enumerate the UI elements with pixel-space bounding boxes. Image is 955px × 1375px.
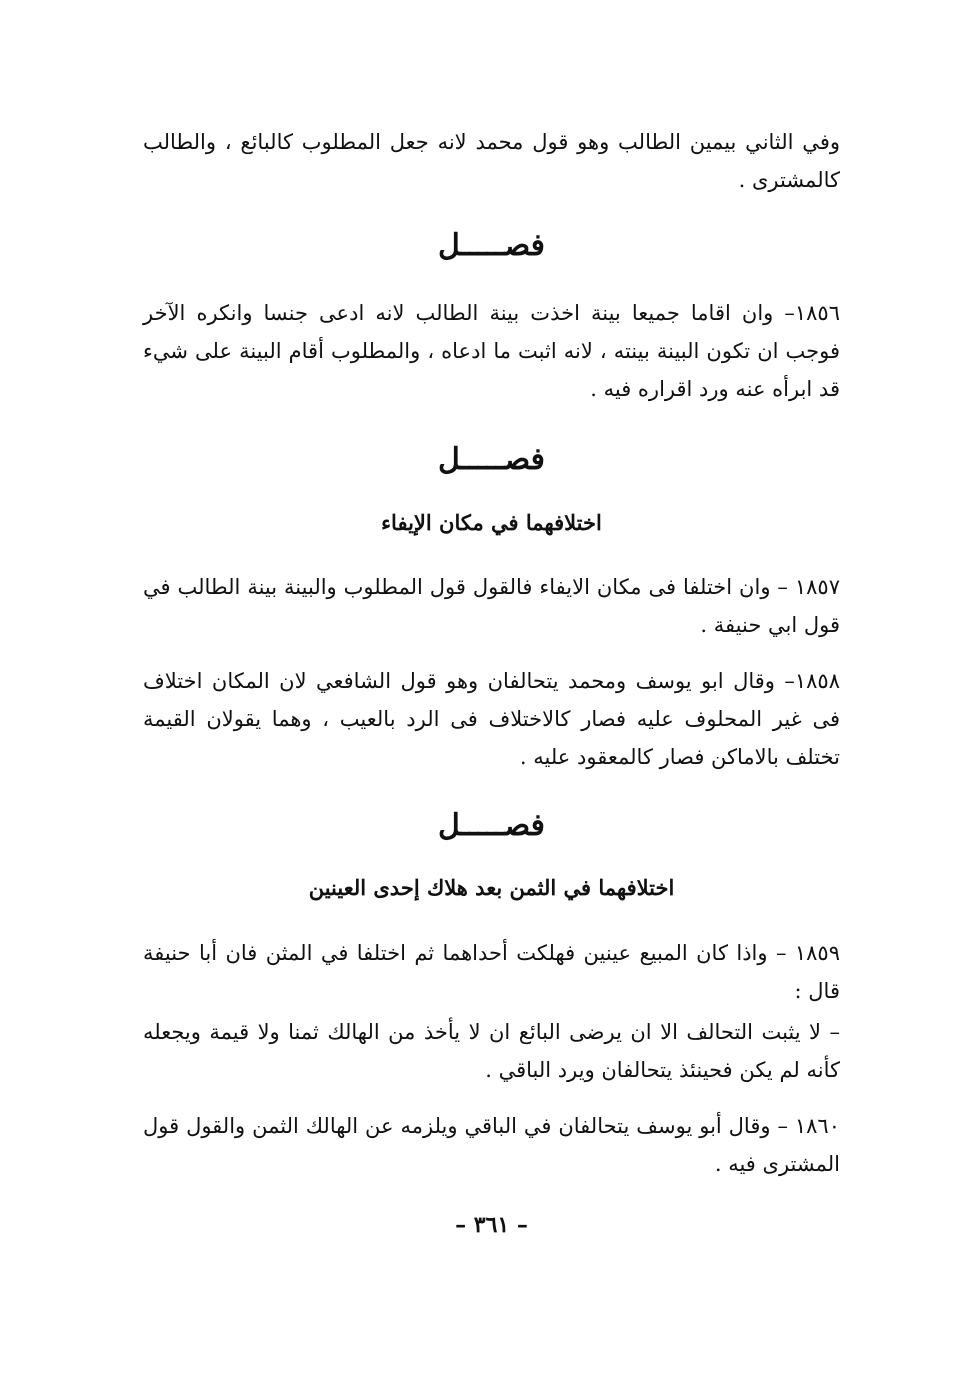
paragraph-1858: ١٨٥٨– وقال ابو يوسف ومحمد يتحالفان وهو قول الشافعي لان المكان اختلاف فى غير المحلوف عليه فصار كالاختلاف فى الرد بالعيب ، وهما يقولان القيمة تختلف بالاماكن فصار كالمعقود عليه . bbox=[143, 669, 840, 769]
section-heading-fasl-2: فصـــــل bbox=[437, 442, 546, 477]
paragraph-1857: ١٨٥٧ – وان اختلفا فى مكان الايفاء فالقول قول المطلوب والبينة بينة الطالب في قول ابي حنيفة . bbox=[143, 575, 840, 637]
paragraph-1860: ١٨٦٠ – وقال أبو يوسف يتحالفان في الباقي ويلزمه عن الهالك الثمن والقول قول المشترى فيه . bbox=[143, 1114, 840, 1176]
paragraph-intro: وفي الثاني بيمين الطالب وهو قول محمد لانه جعل المطلوب كالبائع ، والطالب كالمشترى . bbox=[143, 130, 840, 192]
paragraph-1856: ١٨٥٦– وان اقاما جميعا بينة اخذت بينة الطالب لانه ادعى جنسا وانكره الآخر فوجب ان تكون البينة بينته ، لانه اثبت ما ادعاه ، والمطلوب أقام البينة على شيء قد ابرأه عنه ورد اقراره فيه . bbox=[143, 301, 840, 401]
subtitle-place-of-delivery: اختلافهما في مكان الإيفاء bbox=[381, 510, 602, 535]
paragraph-1859: ١٨٥٩ – واذا كان المبيع عينين فهلكت أحداهما ثم اختلفا في المثن فان أبا حنيفة قال : bbox=[143, 941, 840, 1003]
page-number: – ٣٦١ – bbox=[455, 1212, 528, 1238]
subtitle-price-dispute: اختلافهما في الثمن بعد هلاك إحدى العينين bbox=[308, 875, 675, 900]
paragraph-1859-continuation: – لا يثبت التحالف الا ان يرضى البائع ان لا يأخذ من الهالك ثمنا ولا قيمة ويجعله كأنه لم يكن فحينئذ يتحالفان ويرد الباقي . bbox=[143, 1020, 840, 1082]
section-heading-fasl-1: فصـــــل bbox=[437, 228, 546, 263]
section-heading-fasl-3: فصـــــل bbox=[437, 808, 546, 843]
